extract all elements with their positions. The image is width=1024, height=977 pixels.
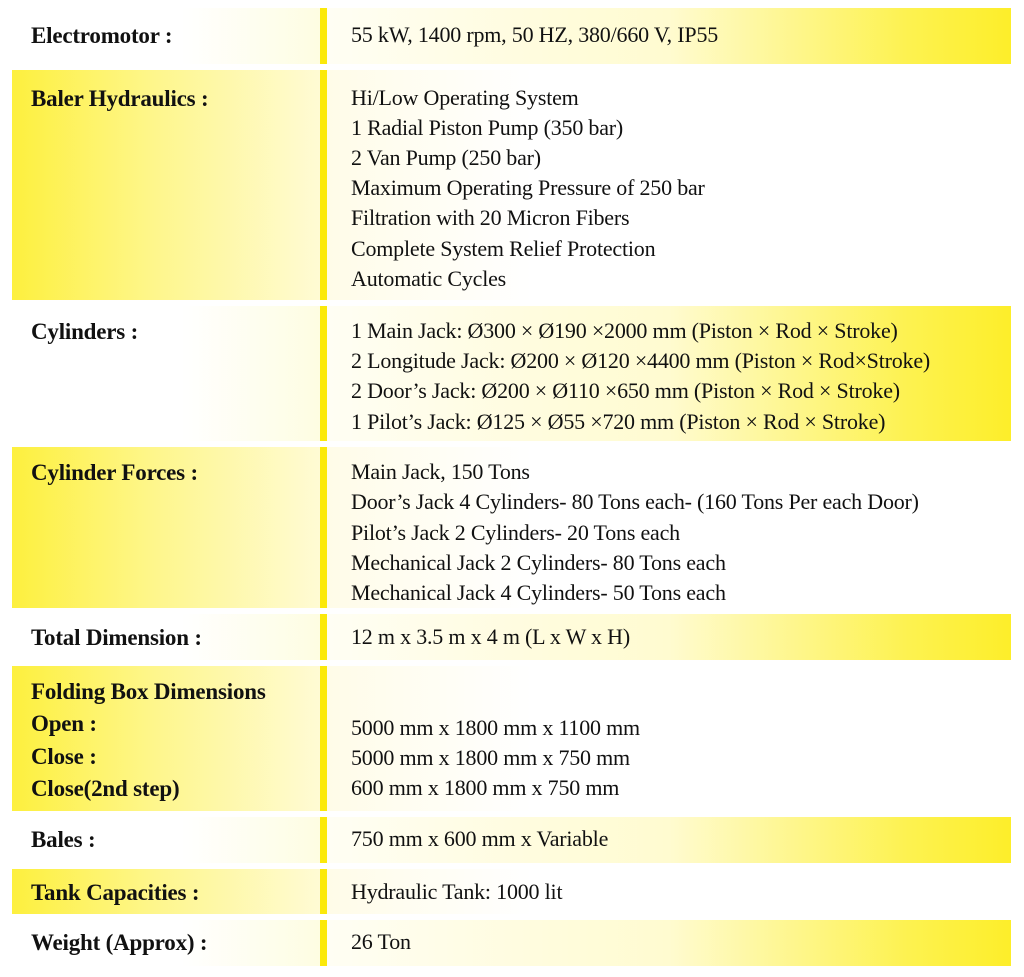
spec-value-line: 600 mm x 1800 mm x 750 mm	[351, 775, 620, 801]
spec-value	[327, 666, 1011, 811]
column-divider	[320, 447, 327, 608]
spec-value-line: Filtration with 20 Micron Fibers	[351, 205, 630, 231]
spec-row-electromotor	[12, 8, 1011, 64]
spec-value-line: 1 Pilot’s Jack: Ø125 × Ø55 ×720 mm (Piston × Rod × Stroke)	[351, 408, 886, 434]
spec-label-text: Weight (Approx) :	[31, 930, 208, 956]
spec-label-text: Bales :	[31, 826, 96, 852]
spec-value	[327, 817, 1011, 863]
spec-value-line: Complete System Relief Protection	[351, 235, 656, 261]
spec-value	[327, 306, 1011, 441]
spec-value-line: 1 Main Jack: Ø300 × Ø190 ×2000 mm (Piston × Rod × Stroke)	[351, 318, 898, 344]
column-divider	[320, 920, 327, 966]
spec-value	[327, 70, 1011, 300]
spec-label-text: Open :	[31, 711, 97, 737]
spec-label-text: Close(2nd step)	[31, 776, 180, 802]
spec-value-line: Maximum Operating Pressure of 250 bar	[351, 175, 705, 201]
spec-row-cylinders	[12, 306, 1011, 441]
spec-value	[327, 8, 1011, 64]
column-divider	[320, 70, 327, 300]
spec-value-line: 1 Radial Piston Pump (350 bar)	[351, 114, 624, 140]
spec-label-text: Close :	[31, 743, 97, 769]
spec-value-line: Hydraulic Tank: 1000 lit	[351, 878, 563, 904]
spec-label	[12, 920, 320, 966]
spec-label	[12, 817, 320, 863]
column-divider	[320, 817, 327, 863]
spec-row-cylinder-forces	[12, 447, 1011, 608]
spec-value	[327, 614, 1011, 660]
spec-label	[12, 306, 320, 441]
spec-label	[12, 70, 320, 300]
spec-value-line: 26 Ton	[351, 929, 411, 955]
spec-value-line: Pilot’s Jack 2 Cylinders- 20 Tons each	[351, 519, 680, 545]
spec-label-text: Total Dimension :	[31, 625, 202, 651]
spec-value-line: Mechanical Jack 4 Cylinders- 50 Tons each	[351, 579, 726, 605]
spec-value-line: Door’s Jack 4 Cylinders- 80 Tons each- (160 Tons Per each Door)	[351, 489, 919, 515]
column-divider	[320, 306, 327, 441]
spec-row-bales	[12, 817, 1011, 863]
spec-value	[327, 920, 1011, 966]
column-divider	[320, 869, 327, 915]
spec-table	[12, 8, 1011, 966]
spec-label	[12, 869, 320, 915]
spec-value-line: 2 Longitude Jack: Ø200 × Ø120 ×4400 mm (Piston × Rod×Stroke)	[351, 348, 931, 374]
spec-value-line: 2 Door’s Jack: Ø200 × Ø110 ×650 mm (Piston × Rod × Stroke)	[351, 378, 900, 404]
spec-label-text: Cylinders :	[31, 319, 139, 345]
spec-row-weight	[12, 920, 1011, 966]
spec-value-line: Main Jack, 150 Tons	[351, 459, 530, 485]
spec-value-line: 5000 mm x 1800 mm x 1100 mm	[351, 714, 640, 740]
spec-value-line: 55 kW, 1400 rpm, 50 HZ, 380/660 V, IP55	[351, 22, 719, 47]
spec-value-line: 750 mm x 600 mm x Variable	[351, 825, 609, 851]
spec-value-line: Mechanical Jack 2 Cylinders- 80 Tons each	[351, 549, 726, 575]
spec-label	[12, 447, 320, 608]
spec-row-baler-hydraulics	[12, 70, 1011, 300]
spec-row-tank-capacities	[12, 869, 1011, 915]
column-divider	[320, 8, 327, 64]
spec-label-text: Cylinder Forces :	[31, 460, 198, 486]
spec-value	[327, 447, 1011, 608]
spec-label	[12, 8, 320, 64]
spec-label	[12, 614, 320, 660]
column-divider	[320, 614, 327, 660]
spec-row-total-dimension	[12, 614, 1011, 660]
spec-value-line: 12 m x 3.5 m x 4 m (L x W x H)	[351, 624, 630, 650]
spec-value-line: Automatic Cycles	[351, 265, 507, 291]
spec-value-line: 5000 mm x 1800 mm x 750 mm	[351, 745, 630, 771]
spec-value-line: 2 Van Pump (250 bar)	[351, 145, 541, 171]
spec-row-folding-box-dimensions	[12, 666, 1011, 811]
column-divider	[320, 666, 327, 811]
spec-label-text: Electromotor :	[31, 23, 173, 48]
spec-label-text: Tank Capacities :	[31, 879, 200, 905]
spec-label	[12, 666, 320, 811]
spec-value	[327, 869, 1011, 915]
spec-label-text: Folding Box Dimensions	[31, 678, 266, 704]
spec-value-line: Hi/Low Operating System	[351, 84, 579, 110]
spec-label-text: Baler Hydraulics :	[31, 85, 209, 111]
